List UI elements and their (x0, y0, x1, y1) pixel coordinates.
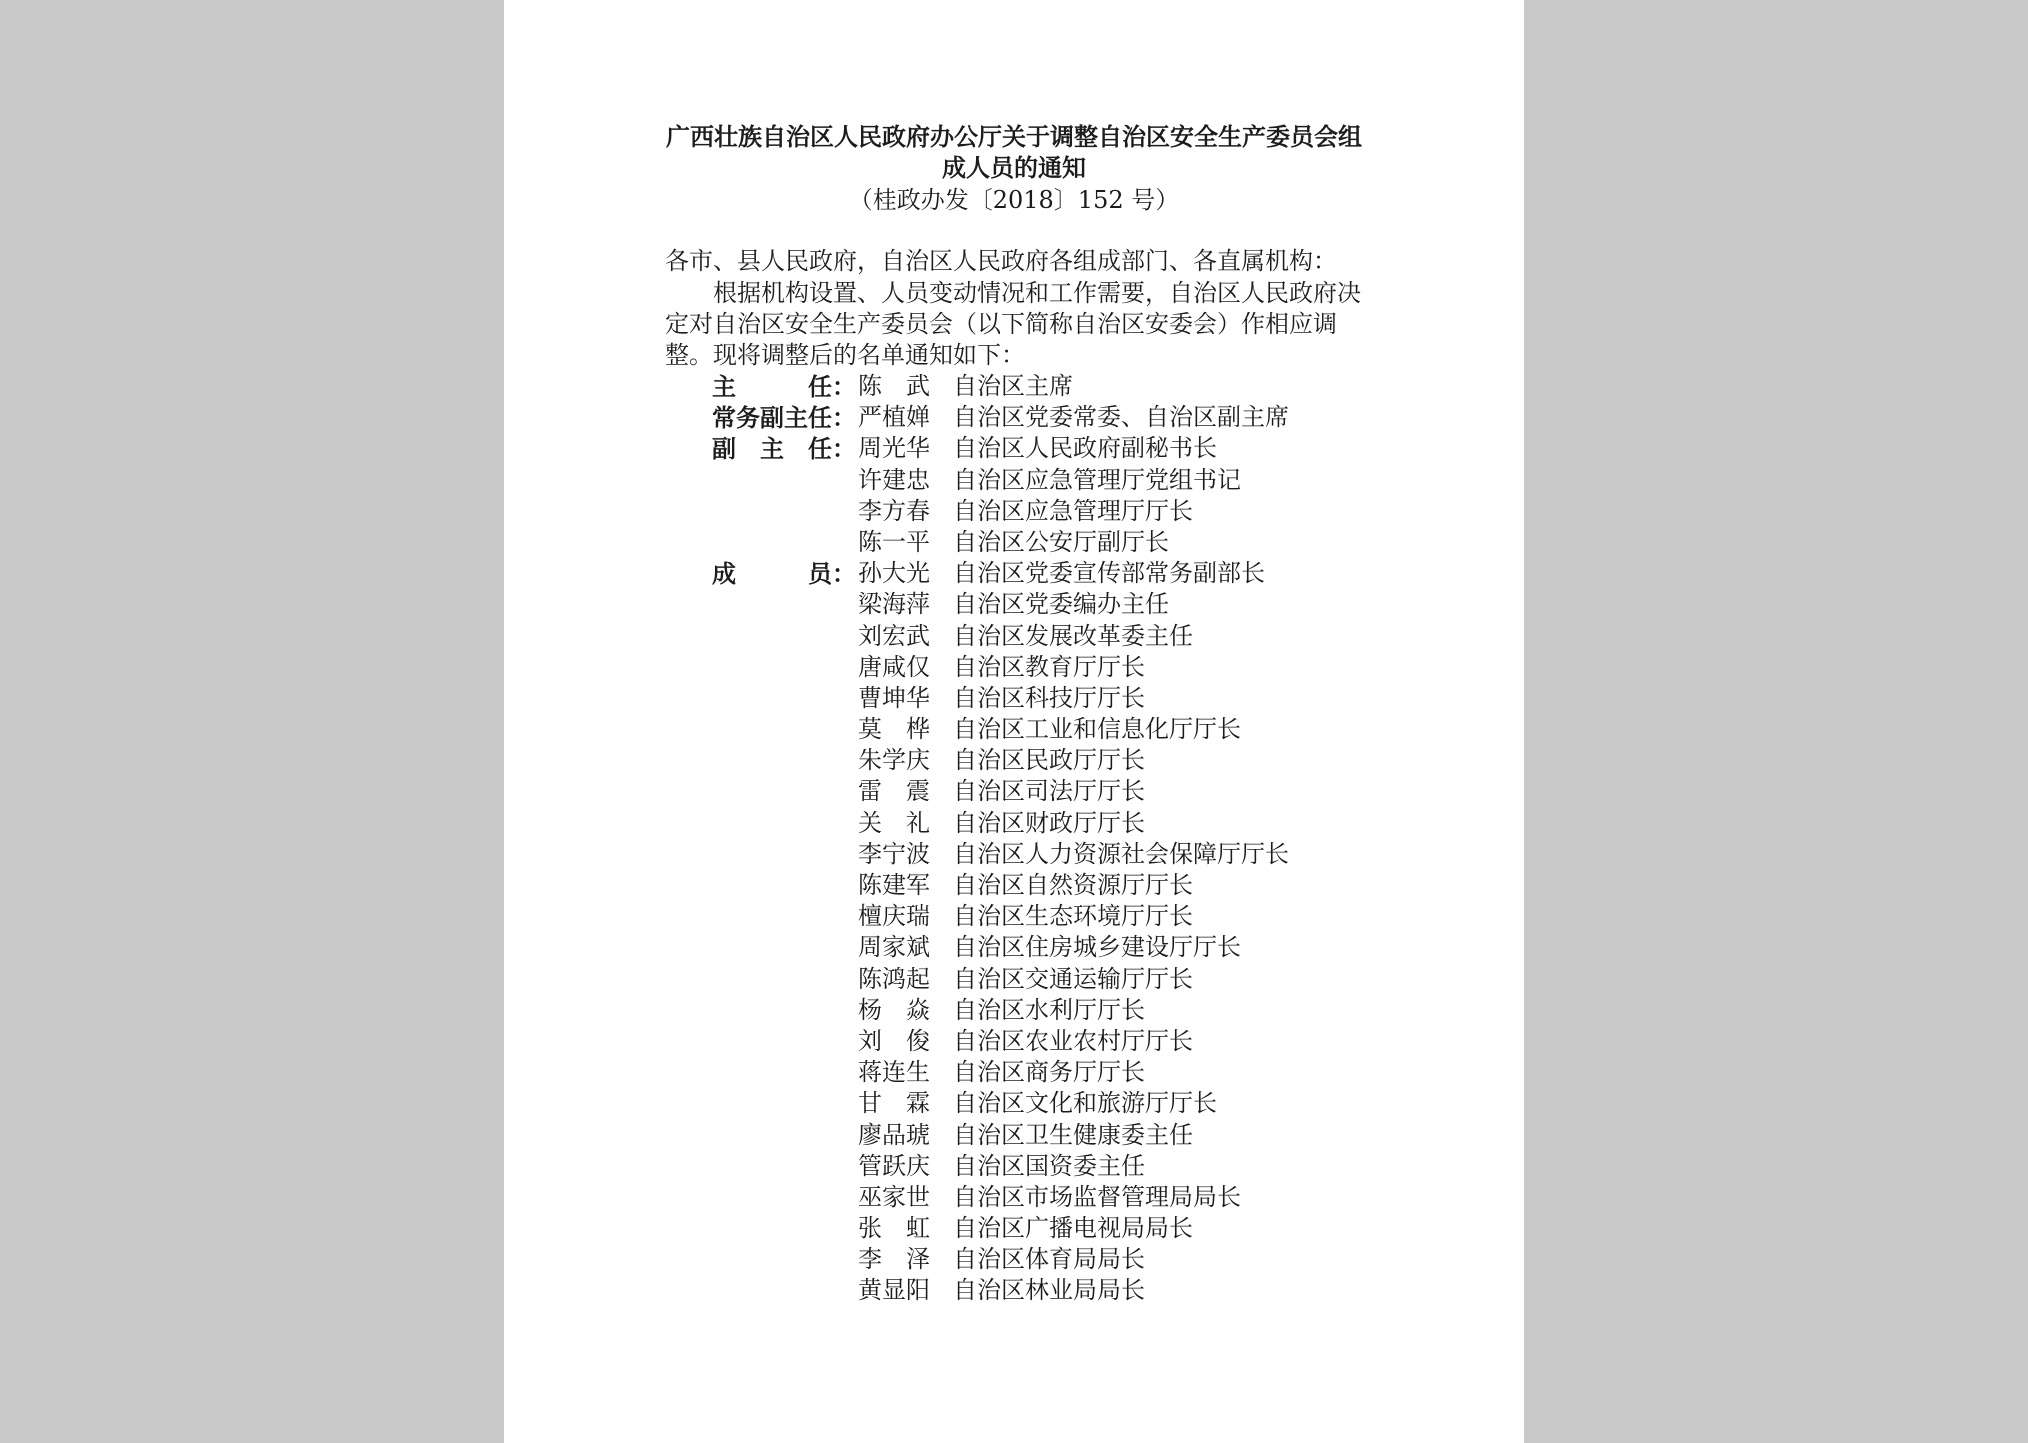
roster-row (504, 1151, 1524, 1182)
roster-name: 陈鸿起 (858, 964, 930, 993)
roster-row (504, 1275, 1524, 1306)
roster-position: 自治区工业和信息化厅厅长 (953, 715, 1241, 744)
roster-name: 张 虹 (858, 1214, 930, 1243)
roster-name: 许建忠 (858, 465, 930, 494)
document-number: （桂政办发〔2018〕152 号） (848, 186, 1180, 214)
roster-position: 自治区生态环境厅厅长 (953, 902, 1193, 931)
roster-row (504, 932, 1524, 963)
roster-position: 自治区交通运输厅厅长 (953, 964, 1193, 993)
roster-position: 自治区党委编办主任 (953, 590, 1169, 619)
roster-row (504, 402, 1524, 433)
roster-row (504, 776, 1524, 807)
roster-position: 自治区司法厅厅长 (953, 777, 1145, 806)
roster-role: 常务副主任： (712, 403, 856, 433)
roster-position: 自治区农业农村厅厅长 (953, 1026, 1193, 1055)
roster-role: 副 主 任： (712, 434, 856, 464)
roster-position: 自治区公安厅副厅长 (953, 527, 1169, 556)
roster-position: 自治区党委宣传部常务副部长 (953, 559, 1265, 588)
roster-position: 自治区党委常委、自治区副主席 (953, 403, 1289, 432)
roster-name: 管跃庆 (858, 1151, 930, 1180)
roster-row (504, 714, 1524, 745)
roster-name: 蒋连生 (858, 1058, 930, 1087)
roster-name: 孙大光 (858, 559, 930, 588)
roster-name: 严植婵 (858, 403, 930, 432)
roster-row (504, 1213, 1524, 1244)
roster-name: 刘 俊 (858, 1026, 930, 1055)
roster-name: 李方春 (858, 496, 930, 525)
member-roster (504, 371, 1524, 1307)
roster-name: 陈一平 (858, 527, 930, 556)
body-paragraph-line-1: 根据机构设置、人员变动情况和工作需要，自治区人民政府决 (713, 279, 1361, 307)
roster-row (504, 870, 1524, 901)
roster-position: 自治区卫生健康委主任 (953, 1120, 1193, 1149)
document-title-line-2: 成人员的通知 (942, 153, 1086, 182)
roster-name: 雷 震 (858, 777, 930, 806)
roster-position: 自治区应急管理厅党组书记 (953, 465, 1241, 494)
roster-name: 周光华 (858, 434, 930, 463)
roster-row (504, 995, 1524, 1026)
roster-row (504, 496, 1524, 527)
roster-row (504, 1182, 1524, 1213)
roster-position: 自治区商务厅厅长 (953, 1058, 1145, 1087)
roster-position: 自治区文化和旅游厅厅长 (953, 1089, 1217, 1118)
roster-role: 主 任： (712, 372, 856, 401)
roster-role: 成 员： (712, 559, 856, 589)
body-paragraph-line-2: 定对自治区安全生产委员会（以下简称自治区安委会）作相应调 (665, 310, 1337, 338)
roster-position: 自治区科技厅厅长 (953, 683, 1145, 712)
roster-row (504, 1120, 1524, 1151)
roster-row (504, 465, 1524, 496)
roster-name: 曹坤华 (858, 683, 930, 712)
roster-row (504, 1057, 1524, 1088)
roster-position: 自治区自然资源厅厅长 (953, 871, 1193, 899)
document-title-line-1: 广西壮族自治区人民政府办公厅关于调整自治区安全生产委员会组 (666, 122, 1362, 151)
document-page (504, 0, 1524, 1443)
roster-row (504, 558, 1524, 589)
roster-row (504, 745, 1524, 776)
roster-row (504, 652, 1524, 683)
roster-name: 莫 桦 (858, 715, 930, 744)
roster-name: 巫家世 (858, 1182, 930, 1211)
roster-name: 周家斌 (858, 933, 930, 962)
salutation: 各市、县人民政府，自治区人民政府各组成部门、各直属机构： (665, 247, 1337, 275)
roster-position: 自治区广播电视局局长 (953, 1214, 1193, 1243)
roster-position: 自治区水利厅厅长 (953, 995, 1145, 1024)
roster-position: 自治区教育厅厅长 (953, 652, 1145, 681)
roster-row (504, 433, 1524, 464)
roster-name: 刘宏武 (858, 621, 930, 650)
roster-name: 廖品琥 (858, 1120, 930, 1149)
roster-position: 自治区发展改革委主任 (953, 621, 1193, 650)
roster-name: 朱学庆 (858, 746, 930, 775)
roster-position: 自治区人力资源社会保障厅厅长 (953, 839, 1289, 868)
roster-row (504, 1026, 1524, 1057)
roster-row (504, 1244, 1524, 1275)
roster-name: 甘 霖 (858, 1089, 930, 1118)
roster-position: 自治区林业局局长 (953, 1276, 1145, 1305)
roster-row (504, 371, 1524, 402)
roster-row (504, 964, 1524, 995)
roster-position: 自治区国资委主任 (953, 1151, 1145, 1180)
roster-name: 杨 焱 (858, 995, 930, 1024)
roster-name: 李宁波 (858, 839, 930, 868)
roster-position: 自治区财政厅厅长 (953, 808, 1145, 837)
roster-name: 檀庆瑞 (858, 902, 930, 931)
roster-position: 自治区住房城乡建设厅厅长 (953, 933, 1241, 962)
roster-name: 陈建军 (858, 871, 930, 899)
roster-position: 自治区体育局局长 (953, 1245, 1145, 1274)
roster-row (504, 527, 1524, 558)
roster-row (504, 901, 1524, 932)
roster-position: 自治区人民政府副秘书长 (953, 434, 1217, 463)
roster-row (504, 839, 1524, 870)
roster-name: 梁海萍 (858, 590, 930, 619)
roster-name: 陈 武 (858, 372, 930, 400)
roster-row (504, 683, 1524, 714)
roster-position: 自治区民政厅厅长 (953, 746, 1145, 775)
roster-row (504, 621, 1524, 652)
roster-row (504, 589, 1524, 620)
roster-position: 自治区主席 (953, 372, 1073, 400)
roster-row (504, 1088, 1524, 1119)
roster-name: 关 礼 (858, 808, 930, 837)
roster-position: 自治区市场监督管理局局长 (953, 1182, 1241, 1211)
body-paragraph-line-3: 整。现将调整后的名单通知如下： (665, 341, 1025, 369)
roster-name: 黄显阳 (858, 1276, 930, 1305)
roster-name: 李 泽 (858, 1245, 930, 1274)
roster-position: 自治区应急管理厅厅长 (953, 496, 1193, 525)
roster-name: 唐咸仅 (858, 652, 930, 681)
roster-row (504, 808, 1524, 839)
